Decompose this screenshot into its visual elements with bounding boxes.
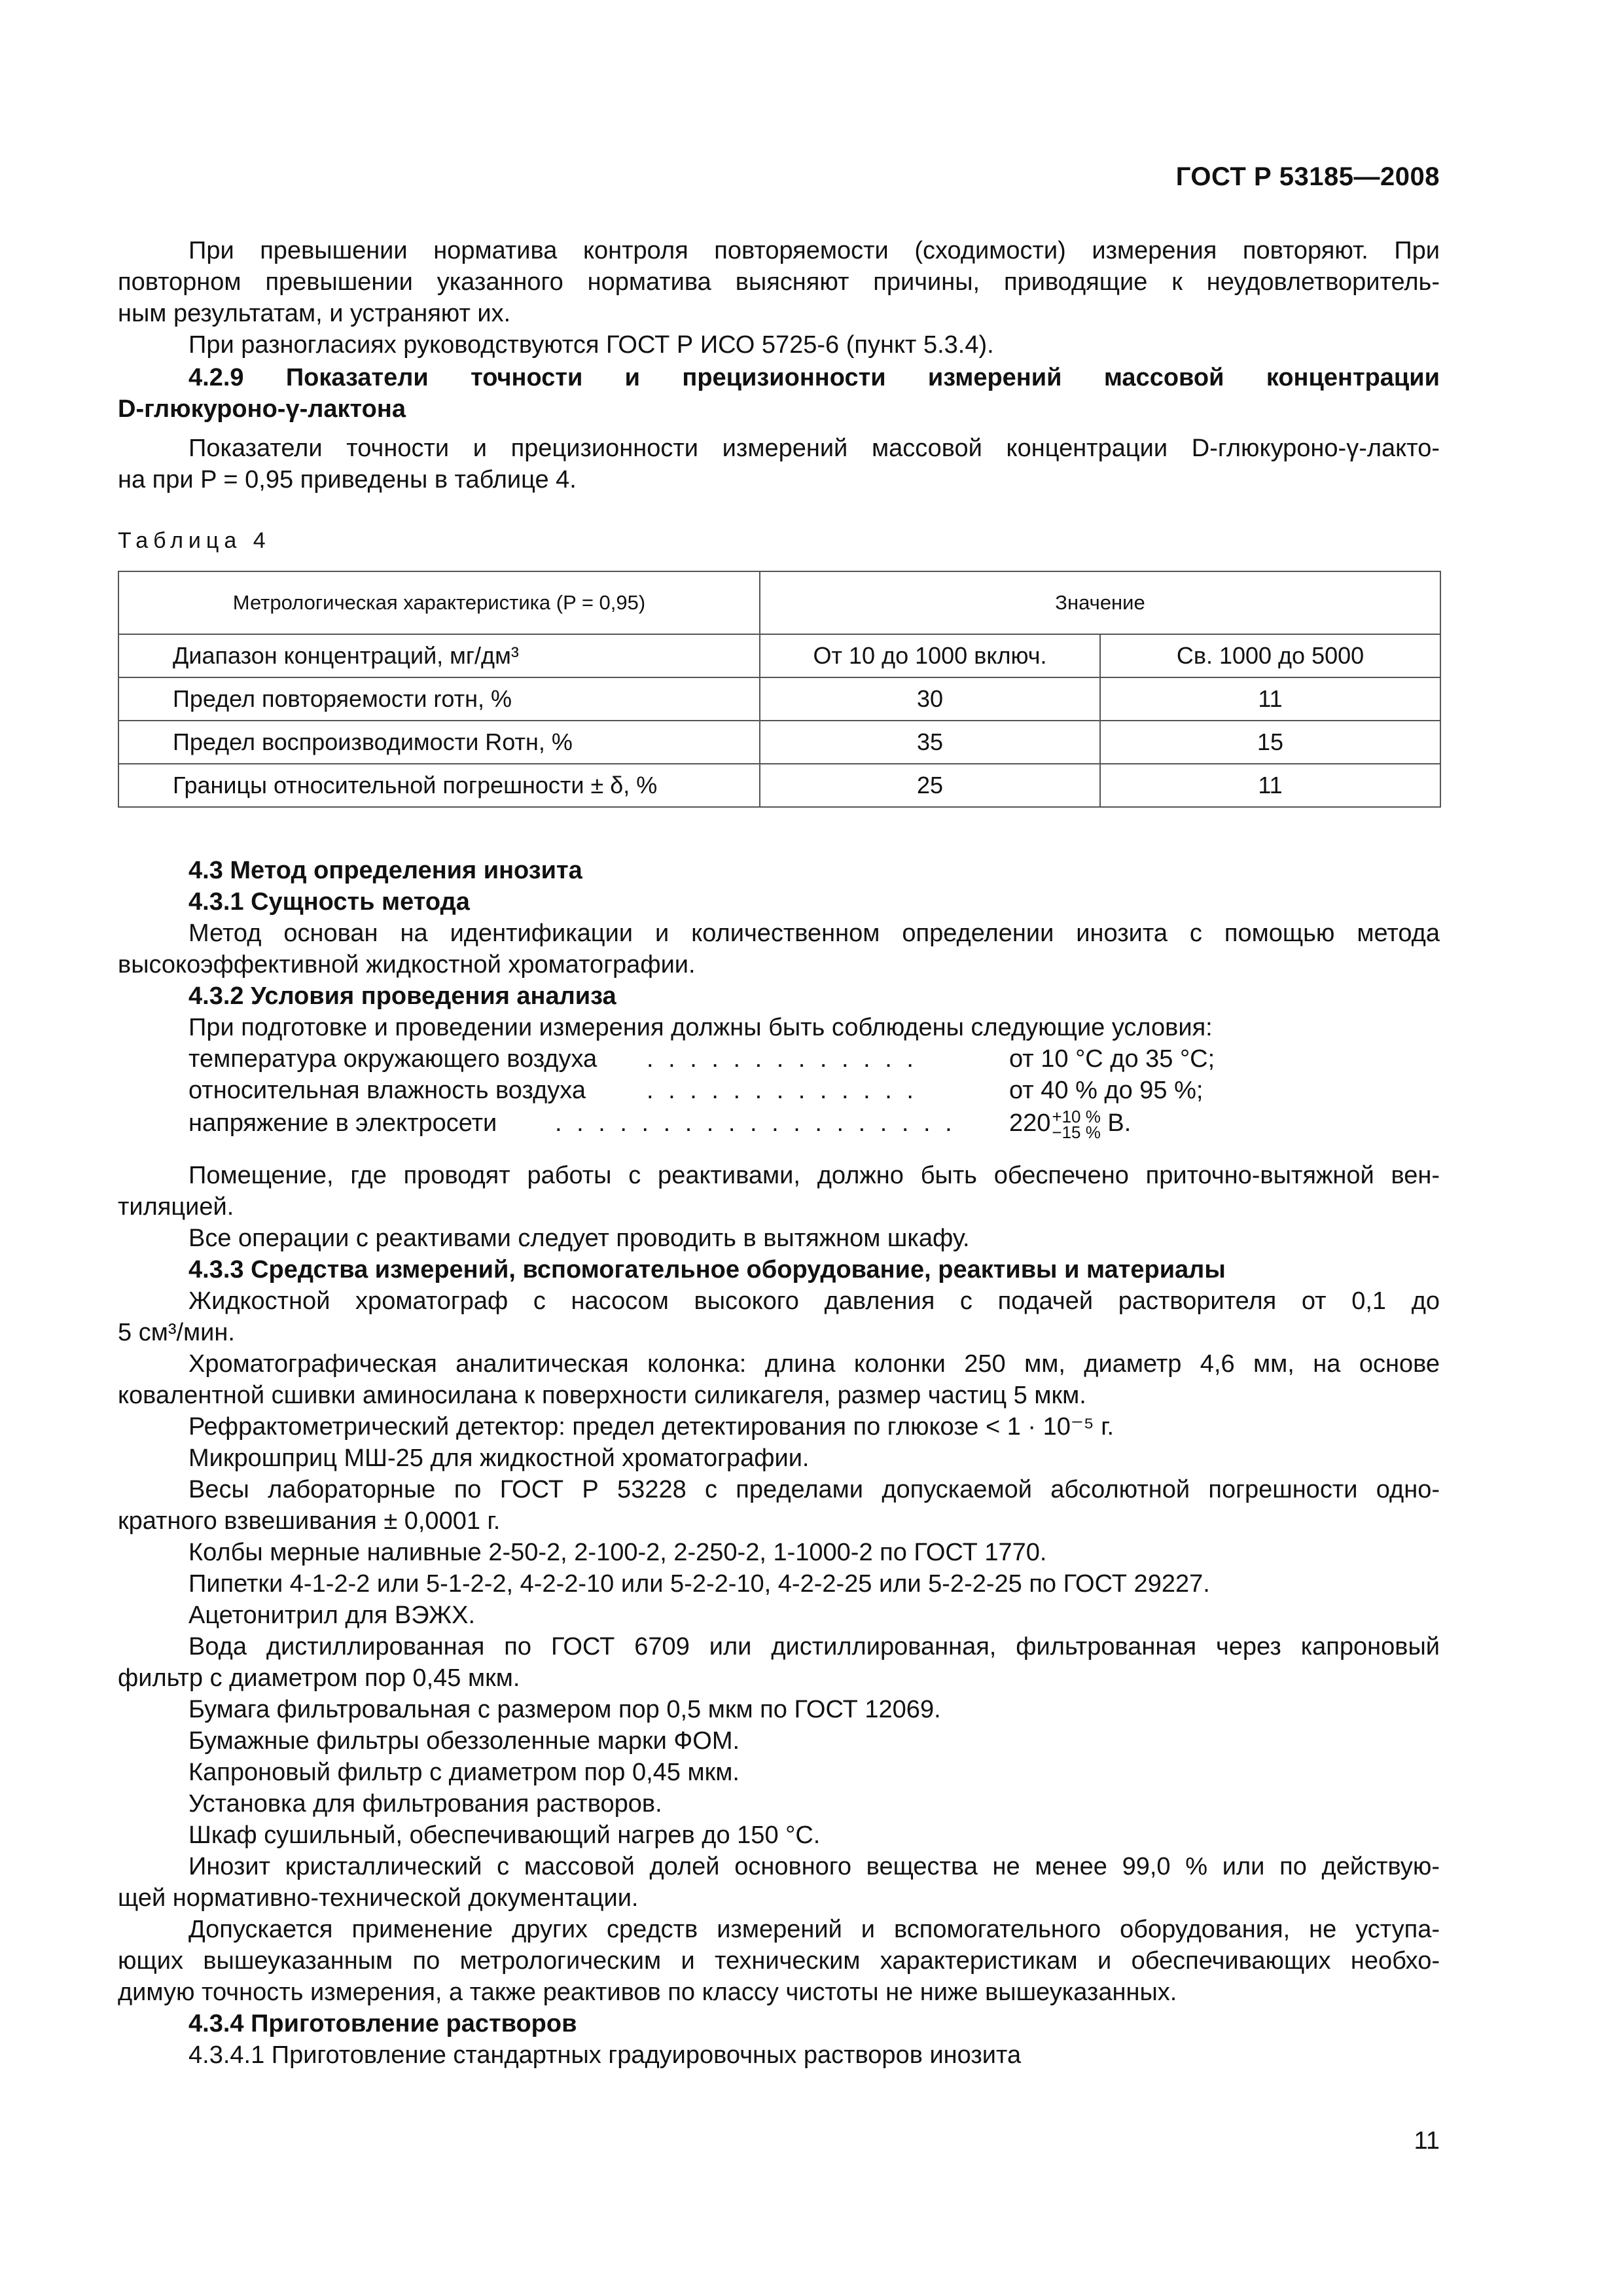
list-item: Микрошприц МШ-25 для жидкостной хроматографии. — [188, 1444, 810, 1472]
method-line: Метод основан на идентификации и количественном определении инозита с помощью метода — [188, 920, 1440, 947]
condition-temperature: . . . . . . . . . . . . . температура окружающего воздуха от 10 °С до 35 °С; — [188, 1043, 1440, 1075]
intro-line: При превышении норматива контроля повторяемости (сходимости) измерения повторяют. При — [188, 237, 1440, 264]
list-item: кратного взвешивания ± 0,0001 г. — [118, 1507, 501, 1535]
list-item: Установка для фильтрования растворов. — [188, 1790, 662, 1818]
list-item: Хроматографическая аналитическая колонка: длина колонки 250 мм, диаметр 4,6 мм, на основе — [188, 1350, 1440, 1378]
table-row — [118, 634, 1440, 677]
table-row — [118, 764, 1440, 807]
section-heading-4-3-1: 4.3.1 Сущность метода — [188, 888, 470, 916]
list-item: димую точность измерения, а также реактивов по классу чистоты не ниже вышеуказанных. — [118, 1979, 1177, 2006]
table-cell: Св. 1000 до 5000 — [1100, 634, 1440, 677]
list-item: Шкаф сушильный, обеспечивающий нагрев до 150 °С. — [188, 1821, 821, 1849]
list-item: Весы лабораторные по ГОСТ Р 53228 с пределами допускаемой абсолютной погрешности одно- — [188, 1476, 1440, 1503]
page-number: 11 — [1414, 2127, 1440, 2155]
list-item: Пипетки 4-1-2-2 или 5-1-2-2, 4-2-2-10 или 5-2-2-10, 4-2-2-25 или 5-2-2-25 по ГОСТ 29227. — [188, 1570, 1210, 1598]
list-item: Колбы мерные наливные 2-50-2, 2-100-2, 2-250-2, 1-1000-2 по ГОСТ 1770. — [188, 1539, 1047, 1566]
document-page — [118, 0, 1440, 2296]
list-item: ющих вышеуказанным по метрологическим и техническим характеристикам и обеспечивающих необхо- — [118, 1947, 1440, 1975]
list-item: Допускается применение других средств измерений и вспомогательного оборудования, не уступа- — [188, 1916, 1440, 1943]
list-item: щей нормативно-технической документации. — [118, 1884, 639, 1912]
disagreement-line: При разногласиях руководствуются ГОСТ Р ИСО 5725-6 (пункт 5.3.4). — [188, 331, 994, 359]
conditions-intro: При подготовке и проведении измерения должны быть соблюдены следующие условия: — [188, 1014, 1213, 1041]
list-item: Инозит кристаллический с массовой долей основного вещества не менее 99,0 % или по действую- — [188, 1853, 1440, 1880]
table-cell: 30 — [760, 677, 1100, 721]
table-4 — [118, 571, 1441, 808]
table-header-value: Значение — [760, 571, 1440, 634]
hood-line: Все операции с реактивами следует проводить в вытяжном шкафу. — [188, 1225, 970, 1252]
table-cell-label: Границы относительной погрешности ± δ, % — [118, 764, 760, 807]
room-line: тиляцией. — [118, 1193, 234, 1221]
section-heading-4-2-9-cont: D-глюкуроно-γ-лактона — [118, 395, 406, 423]
section-heading-4-3-4-1: 4.3.4.1 Приготовление стандартных градуировочных растворов инозита — [188, 2041, 1022, 2069]
table-cell: 35 — [760, 721, 1100, 764]
table-cell: 11 — [1100, 764, 1440, 807]
list-item: фильтр с диаметром пор 0,45 мкм. — [118, 1664, 520, 1692]
condition-humidity: . . . . . . . . . . . . . относительная влажность воздуха от 40 % до 95 %; — [188, 1075, 1440, 1106]
table-cell: 15 — [1100, 721, 1440, 764]
section-heading-4-3-3: 4.3.3 Средства измерений, вспомогательное оборудование, реактивы и материалы — [188, 1256, 1226, 1283]
precision-line: на при P = 0,95 приведены в таблице 4. — [118, 466, 577, 493]
method-line: высокоэффективной жидкостной хроматографии. — [118, 951, 696, 978]
list-item: Бумага фильтровальная с размером пор 0,5 мкм по ГОСТ 12069. — [188, 1696, 941, 1723]
table-cell: 11 — [1100, 677, 1440, 721]
list-item: Ацетонитрил для ВЭЖХ. — [188, 1602, 476, 1629]
table-row — [118, 721, 1440, 764]
table-row — [118, 677, 1440, 721]
section-heading-4-2-9: 4.2.9 Показатели точности и прецизионности измерений массовой концентрации — [188, 364, 1440, 391]
table-cell-label: Диапазон концентраций, мг/дм³ — [118, 634, 760, 677]
section-heading-4-3-4: 4.3.4 Приготовление растворов — [188, 2010, 577, 2037]
document-id: ГОСТ Р 53185—2008 — [1175, 162, 1440, 191]
table-header-row — [118, 571, 1440, 634]
voltage-tolerance: +10 % −15 % — [1052, 1106, 1101, 1142]
table-cell: От 10 до 1000 включ. — [760, 634, 1100, 677]
table-header-characteristic: Метрологическая характеристика (P = 0,95) — [118, 571, 760, 634]
condition-voltage: . . . . . . . . . . . . . . . . . . . напряжение в электросети 220 +10 % −15 % В. — [188, 1106, 1132, 1142]
section-heading-4-3: 4.3 Метод определения инозита — [188, 857, 582, 884]
table-cell-label: Предел воспроизводимости Rотн, % — [118, 721, 760, 764]
list-item: Рефрактометрический детектор: предел детектирования по глюкозе < 1 · 10⁻⁵ г. — [188, 1413, 1115, 1441]
list-item: 5 см³/мин. — [118, 1319, 235, 1346]
list-item: Жидкостной хроматограф с насосом высокого давления с подачей растворителя от 0,1 до — [188, 1287, 1440, 1315]
list-item: Бумажные фильтры обеззоленные марки ФОМ. — [188, 1727, 740, 1755]
voltage-value: 220 — [1009, 1109, 1051, 1137]
intro-line: повторном превышении указанного норматива выясняют причины, приводящие к неудовлетворитель- — [118, 268, 1440, 296]
room-line: Помещение, где проводят работы с реактивами, должно быть обеспечено приточно-вытяжной вен- — [188, 1162, 1440, 1189]
table-caption: Таблица 4 — [118, 528, 271, 553]
list-item: Вода дистиллированная по ГОСТ 6709 или дистиллированная, фильтрованная через капроновый — [188, 1633, 1440, 1660]
list-item: ковалентной сшивки аминосилана к поверхности силикагеля, размер частиц 5 мкм. — [118, 1382, 1086, 1409]
table-cell-label: Предел повторяемости rотн, % — [118, 677, 760, 721]
table-cell: 25 — [760, 764, 1100, 807]
list-item: Капроновый фильтр с диаметром пор 0,45 мкм. — [188, 1759, 740, 1786]
precision-line: Показатели точности и прецизионности измерений массовой концентрации D-глюкуроно-γ-лакто- — [188, 435, 1440, 462]
intro-line: ным результатам, и устраняют их. — [118, 300, 511, 327]
section-heading-4-3-2: 4.3.2 Условия проведения анализа — [188, 982, 616, 1010]
